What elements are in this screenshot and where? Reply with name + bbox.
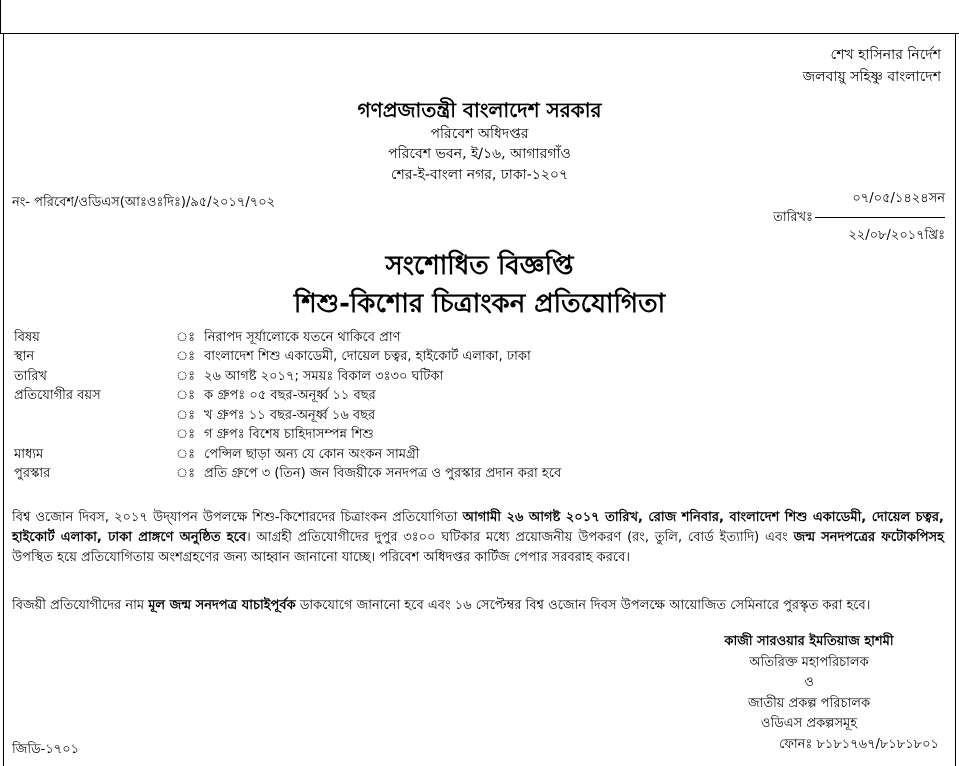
- address-line-1: পরিবেশ ভবন, ই/১৬, আগারগাঁও: [388, 146, 571, 163]
- department-name: পরিবেশ অধিদপ্তর: [430, 126, 529, 142]
- date-divider: [815, 217, 945, 218]
- gd-number: জিডি-১৭০১: [12, 742, 80, 757]
- date-english: ২২/০৮/২০১৭খ্রিঃ: [848, 228, 945, 244]
- slogan-line-2: জলবায়ু সহিষ্ণু বাংলাদেশ: [802, 69, 941, 86]
- para1-bold-2: জন্ম সনদপত্রের ফটোকপিসহ: [793, 530, 944, 545]
- detail-value: নিরাপদ সূর্যালোকে যতনে থাকিবে প্রাণ: [204, 329, 401, 345]
- detail-value: গ গ্রুপঃ বিশেষ চাহিদাসম্পন্ন শিশু: [204, 427, 374, 443]
- signature-block: [679, 632, 939, 755]
- slogan-block: [803, 44, 941, 89]
- winner-paragraph: [12, 596, 944, 616]
- detail-value: ২৬ আগষ্ট ২০১৭; সময়ঃ বিকাল ৩ঃ৩০ ঘটিকা: [204, 368, 444, 384]
- detail-value: ক গ্রুপঃ ০৫ বছর-অনূর্ধ্ব ১১ বছর: [204, 388, 376, 404]
- memo-number: নং- পরিবেশ/ওডিএস(আঃওঃদিঃ)/৯৫/২০১৭/৭০২: [12, 195, 276, 210]
- detail-colon: ঃ: [176, 407, 196, 423]
- top-border: [0, 0, 959, 34]
- detail-label: পুরস্কার: [14, 466, 51, 482]
- details-list: [14, 328, 944, 484]
- detail-colon: ঃ: [176, 388, 196, 404]
- detail-label: তারিখ: [14, 368, 47, 384]
- signatory-title-1: অতিরিক্ত মহাপরিচালক: [749, 654, 869, 670]
- para2-text-1: বিজয়ী প্রতিযোগীদের নাম: [12, 598, 149, 613]
- detail-row-date: [14, 367, 944, 387]
- detail-value: পেন্সিল ছাড়া অন্য যে কোন অংকন সামগ্রী: [204, 446, 420, 462]
- detail-row-age-group-b: [14, 406, 944, 426]
- signatory-name: কাজী সারওয়ার ইমতিয়াজ হাশমী: [724, 634, 894, 649]
- para2-text-2: ডাকযোগে জানানো হবে এবং ১৬ সেপ্টেম্বর বিশ্ব ওজোন দিবস উপলক্ষে আয়োজিত সেমিনারে পুরস্কৃত করা হবে।: [295, 598, 871, 613]
- detail-row-subject: [14, 328, 944, 348]
- detail-row-medium: [14, 445, 944, 465]
- detail-label: বিষয়: [14, 329, 40, 345]
- date-bangla: ০৭/০৫/১৪২৪সন: [852, 191, 945, 206]
- detail-label: মাধ্যম: [14, 446, 44, 462]
- detail-colon: ঃ: [176, 349, 196, 365]
- signatory-project: ওডিএস প্রকল্পসমূহ: [760, 716, 858, 731]
- announcement-paragraph: [12, 508, 944, 568]
- detail-row-age-group-c: [14, 426, 944, 446]
- date-label-row: [745, 209, 945, 227]
- detail-label: স্থান: [14, 349, 35, 365]
- government-title: গণপ্রজাতন্ত্রী বাংলাদেশ সরকার: [357, 98, 602, 122]
- para2-bold-1: মূল জন্ম সনদপত্র যাচাইপূর্বক: [148, 598, 296, 613]
- date-block: [745, 190, 945, 245]
- para1-text-2: । আগ্রহী প্রতিযোগীদের দুপুর ৩ঃ০০ ঘটিকার মধ্যে প্রয়োজনীয় উপকরণ (রং, তুলি, বোর্ড ইত্যাদি) এবং: [246, 530, 794, 545]
- para1-bold-1: আগামী ২৬ আগষ্ট ২০১৭ তারিখ, রোজ শনিবার, বাংলাদেশ শিশু একাডেমী, দোয়েল চত্বর, হাইকোর্ট এলাকা, ঢাকা প্রাঙ্গণে অনুষ্ঠিত হবে: [12, 510, 944, 545]
- signatory-phone: ফোনঃ ৮১৮১৭৬৭/৮১৮১৮০১: [779, 736, 939, 752]
- detail-colon: ঃ: [176, 427, 196, 443]
- date-label: তারিখঃ: [773, 209, 813, 225]
- signatory-and: ও: [804, 675, 814, 690]
- detail-colon: ঃ: [176, 368, 196, 384]
- para1-text-3: উপস্থিত হয়ে প্রতিযোগিতায় অংশগ্রহণের জন্য আহ্বান জানানো যাচ্ছে। পরিবেশ অধিদপ্তর কার্টিজ পেপার সরবরাহ করবে।: [12, 550, 630, 565]
- detail-row-age-group-a: [14, 387, 944, 407]
- slogan-line-1: শেখ হাসিনার নির্দেশ: [830, 47, 941, 63]
- detail-colon: ঃ: [176, 466, 196, 482]
- para1-text-1: বিশ্ব ওজোন দিবস, ২০১৭ উদ্‌যাপন উপলক্ষে শিশু-কিশোরদের চিত্রাংকন প্রতিযোগিতা: [12, 510, 463, 525]
- detail-colon: ঃ: [176, 446, 196, 462]
- detail-value: খ গ্রুপঃ ১১ বছর-অনূর্ধ্ব ১৬ বছর: [204, 407, 376, 423]
- detail-row-venue: [14, 348, 944, 368]
- detail-value: প্রতি গ্রুপে ৩ (তিন) জন বিজয়ীকে সনদপত্র ও পুরস্কার প্রদান করা হবে: [204, 466, 562, 482]
- competition-title: শিশু-কিশোর চিত্রাংকন প্রতিযোগিতা: [293, 289, 666, 319]
- detail-label: প্রতিযোগীর বয়স: [14, 388, 101, 404]
- detail-row-prize: [14, 465, 944, 485]
- notice-title: সংশোধিত বিজ্ঞপ্তি: [385, 251, 574, 281]
- detail-colon: ঃ: [176, 329, 196, 345]
- letterhead: [0, 96, 959, 185]
- signatory-title-2: জাতীয় প্রকল্প পরিচালক: [747, 695, 871, 711]
- address-line-2: শের-ই-বাংলা নগর, ঢাকা-১২০৭: [390, 166, 569, 183]
- detail-value: বাংলাদেশ শিশু একাডেমী, দোয়েল চত্বর, হাইকোর্ট এলাকা, ঢাকা: [204, 349, 531, 365]
